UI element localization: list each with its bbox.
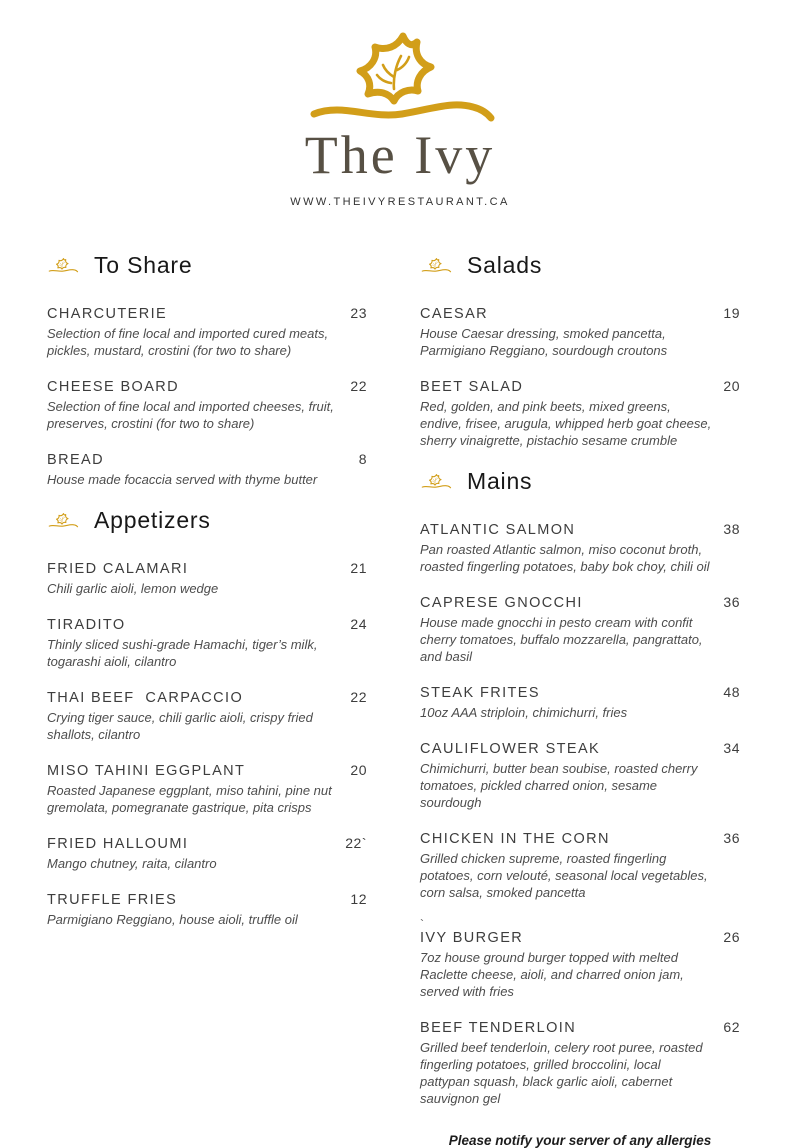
item-row: [47, 835, 367, 852]
item-description: Roasted Japanese eggplant, miso tahini, pine nut gremolata, pomegranate gastrique, pita crisps: [47, 783, 332, 815]
item-row: [47, 378, 367, 395]
menu-item: [420, 830, 740, 901]
item-row: [420, 521, 740, 538]
item-price: 48: [723, 684, 740, 700]
item-name: FRIED CALAMARI: [47, 561, 189, 577]
menu-item: [420, 1019, 740, 1107]
item-name: THAI BEEF CARPACCIO: [47, 690, 244, 706]
menu-item: [420, 684, 740, 721]
section-header: [47, 252, 367, 279]
item-row: [420, 1019, 740, 1036]
menu-item: [47, 689, 367, 743]
section-header: [420, 252, 740, 279]
allergy-note: Please notify your server of any allergies: [448, 1133, 712, 1148]
item-description: Thinly sliced sushi-grade Hamachi, tiger’s milk, togarashi aioli, cilantro: [47, 637, 318, 669]
section-title: Salads: [467, 252, 543, 278]
item-description: House made focaccia served with thyme butter: [47, 472, 318, 487]
item-description: Chimichurri, butter bean soubise, roasted cherry tomatoes, pickled charred onion, sesame sourdough: [420, 761, 698, 810]
item-row: [47, 616, 367, 633]
item-row: [420, 378, 740, 395]
menu-columns: [0, 246, 800, 1148]
menu-item: [47, 891, 367, 928]
menu-section: [420, 252, 740, 449]
menu-item: [420, 594, 740, 665]
item-price: 24: [350, 616, 367, 632]
menu-item: [47, 835, 367, 872]
website-url: WWW.THEIVYRESTAURANT.CA: [290, 196, 510, 208]
item-description: House made gnocchi in pesto cream with confit cherry tomatoes, buffalo mozzarella, pangrattato, and basil: [420, 615, 703, 664]
item-description: Red, golden, and pink beets, mixed greens, endive, frisee, arugula, whipped herb goat cheese, sherry vinaigrette, pistachio sesame crumble: [420, 399, 712, 448]
menu-item: [47, 762, 367, 816]
item-description: 10oz AAA striploin, chimichurri, fries: [420, 705, 628, 720]
section-title: To Share: [94, 252, 193, 278]
menu-item: [47, 616, 367, 670]
section-header: [420, 468, 740, 495]
menu-section: [47, 507, 367, 928]
item-row: [47, 689, 367, 706]
item-price: 20: [723, 378, 740, 394]
item-row: [47, 451, 367, 468]
item-description: Selection of fine local and imported cheeses, fruit, preserves, crostini (for two to share): [47, 399, 334, 431]
ivy-leaf-icon: [420, 468, 452, 495]
item-description: Chili garlic aioli, lemon wedge: [47, 581, 219, 596]
item-price: 19: [723, 305, 740, 321]
item-description: Parmigiano Reggiano, house aioli, truffle oil: [47, 912, 298, 927]
item-name: ATLANTIC SALMON: [420, 522, 576, 538]
ivy-leaf-logo-icon: [300, 28, 500, 130]
menu-item: [420, 740, 740, 811]
item-description: Selection of fine local and imported cured meats, pickles, mustard, crostini (for two to share): [47, 326, 329, 358]
item-row: [420, 684, 740, 701]
item-price: 22: [350, 689, 367, 705]
item-description: Grilled chicken supreme, roasted fingerling potatoes, corn velouté, seasonal local vegetables, corn salsa, smoked pancetta: [420, 851, 708, 900]
ivy-leaf-icon: [47, 252, 79, 279]
item-price: 20: [350, 762, 367, 778]
item-description: Grilled beef tenderloin, celery root puree, roasted fingerling potatoes, grilled broccolini, local pattypan squash, black garlic aioli, cabernet sauvignon gel: [420, 1040, 703, 1106]
item-row: [420, 594, 740, 611]
ivy-leaf-icon: [47, 507, 79, 534]
item-name: IVY BURGER: [420, 930, 524, 946]
menu-section: [420, 468, 740, 1107]
item-price: 62: [723, 1019, 740, 1035]
item-row: [47, 305, 367, 322]
item-price: 38: [723, 521, 740, 537]
item-description: Pan roasted Atlantic salmon, miso coconut broth, roasted fingerling potatoes, baby bok choy, chili oil: [420, 542, 710, 574]
item-name: CAPRESE GNOCCHI: [420, 595, 583, 611]
item-name: CHARCUTERIE: [47, 306, 168, 322]
item-price: 8: [358, 451, 367, 467]
item-row: [420, 740, 740, 757]
item-description: 7oz house ground burger topped with melted Raclette cheese, aioli, and charred onion jam, served with fries: [420, 950, 684, 999]
item-name: STEAK FRITES: [420, 685, 540, 701]
menu-column-left: [47, 246, 367, 1148]
section-title: Appetizers: [94, 507, 211, 533]
item-price: 23: [350, 305, 367, 321]
item-price: 26: [723, 929, 740, 945]
item-row: [47, 560, 367, 577]
menu-header: [0, 0, 800, 208]
menu-item: [47, 451, 367, 488]
item-price: 22`: [345, 835, 367, 851]
item-price: 22: [350, 378, 367, 394]
item-price: 21: [350, 560, 367, 576]
item-name: FRIED HALLOUMI: [47, 836, 189, 852]
item-name: CHICKEN IN THE CORN: [420, 831, 610, 847]
item-name: CHEESE BOARD: [47, 379, 180, 395]
menu-item: [420, 305, 740, 359]
item-row: [420, 305, 740, 322]
section-header: [47, 507, 367, 534]
item-price: 36: [723, 594, 740, 610]
item-description: Mango chutney, raita, cilantro: [47, 856, 217, 871]
menu-item: [420, 378, 740, 449]
item-row: [420, 929, 740, 946]
section-title: Mains: [467, 468, 533, 494]
menu-item: [420, 917, 740, 1000]
item-description: Crying tiger sauce, chili garlic aioli, crispy fried shallots, cilantro: [47, 710, 313, 742]
item-price: 36: [723, 830, 740, 846]
item-price: 12: [350, 891, 367, 907]
menu-section: [47, 252, 367, 488]
item-name: MISO TAHINI EGGPLANT: [47, 763, 246, 779]
ivy-logo: [0, 28, 800, 130]
item-name: TRUFFLE FRIES: [47, 892, 178, 908]
item-name: BREAD: [47, 452, 104, 468]
item-name: TIRADITO: [47, 617, 126, 633]
item-row: [420, 830, 740, 847]
item-row: [47, 762, 367, 779]
item-name: CAULIFLOWER STEAK: [420, 741, 601, 757]
item-name: BEEF TENDERLOIN: [420, 1020, 577, 1036]
item-name: CAESAR: [420, 306, 489, 322]
stray-mark: `: [420, 917, 424, 931]
menu-item: [47, 305, 367, 359]
item-row: [47, 891, 367, 908]
menu-item: [47, 560, 367, 597]
ivy-leaf-icon: [420, 252, 452, 279]
menu-column-right: [420, 246, 740, 1148]
item-description: House Caesar dressing, smoked pancetta, Parmigiano Reggiano, sourdough croutons: [420, 326, 668, 358]
menu-item: [47, 378, 367, 432]
menu-item: [420, 521, 740, 575]
brand-title: The Ivy: [304, 125, 496, 185]
item-price: 34: [723, 740, 740, 756]
item-name: BEET SALAD: [420, 379, 524, 395]
